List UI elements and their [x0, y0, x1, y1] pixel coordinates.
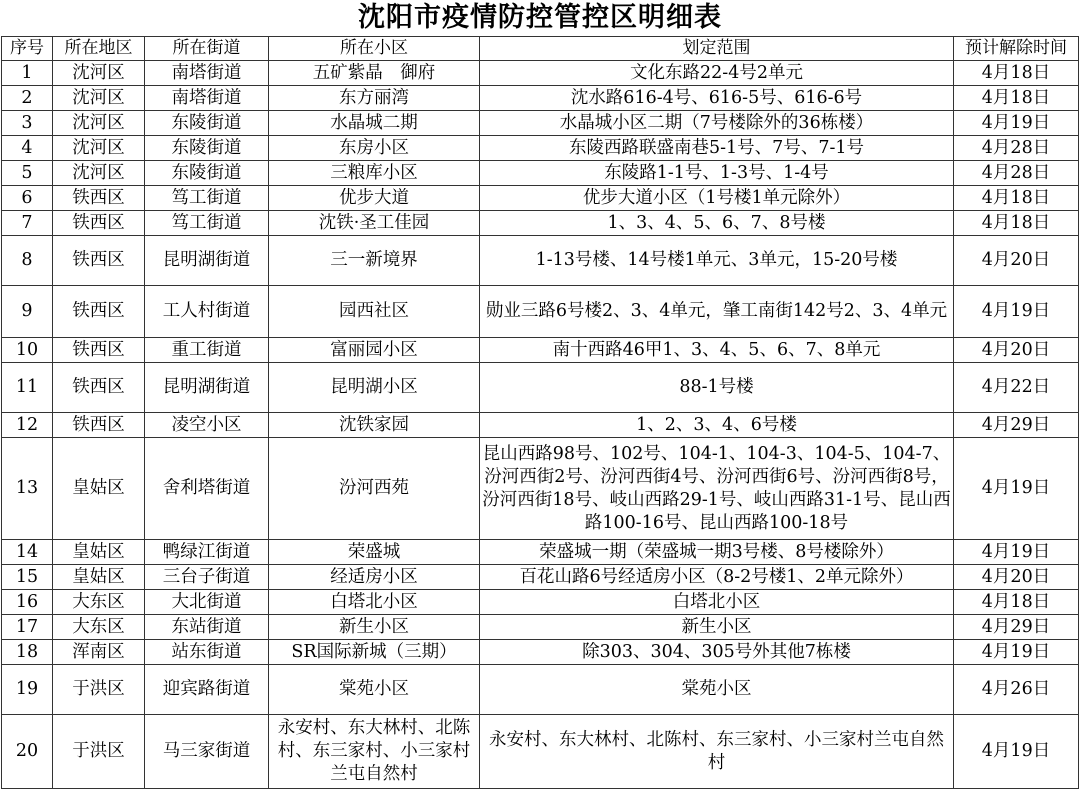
cell-community: 园西社区	[269, 286, 480, 338]
cell-community: 汾河西苑	[269, 438, 480, 540]
table-row	[2, 615, 1079, 640]
table-row	[2, 136, 1079, 161]
cell-community: 永安村、东大林村、北陈村、东三家村、小三家村兰屯自然村	[269, 715, 480, 789]
cell-no: 3	[2, 111, 53, 136]
cell-no: 20	[2, 715, 53, 789]
cell-district: 铁西区	[53, 286, 145, 338]
cell-release-date: 4月19日	[954, 715, 1079, 789]
table-row	[2, 286, 1079, 338]
cell-scope: 南十西路46甲1、3、4、5、6、7、8单元	[480, 338, 954, 363]
cell-district: 铁西区	[53, 186, 145, 211]
cell-district: 浑南区	[53, 640, 145, 665]
cell-scope: 1、3、4、5、6、7、8号楼	[480, 211, 954, 236]
cell-district: 铁西区	[53, 236, 145, 286]
control-area-table	[1, 36, 1079, 789]
cell-street: 东站街道	[145, 615, 269, 640]
cell-street: 鸭绿江街道	[145, 540, 269, 565]
cell-no: 8	[2, 236, 53, 286]
table-row	[2, 363, 1079, 413]
cell-scope: 东陵路1-1号、1-3号、1-4号	[480, 161, 954, 186]
cell-scope: 百花山路6号经适房小区（8-2号楼1、2单元除外）	[480, 565, 954, 590]
cell-district: 大东区	[53, 615, 145, 640]
cell-community: 东方丽湾	[269, 86, 480, 111]
header-street: 所在街道	[145, 37, 269, 61]
cell-district: 于洪区	[53, 715, 145, 789]
table-row	[2, 715, 1079, 789]
header-no: 序号	[2, 37, 53, 61]
cell-no: 16	[2, 590, 53, 615]
cell-street: 东陵街道	[145, 111, 269, 136]
cell-street: 笃工街道	[145, 186, 269, 211]
table-row	[2, 665, 1079, 715]
cell-no: 9	[2, 286, 53, 338]
cell-release-date: 4月19日	[954, 438, 1079, 540]
cell-no: 2	[2, 86, 53, 111]
cell-street: 南塔街道	[145, 61, 269, 86]
cell-district: 铁西区	[53, 211, 145, 236]
cell-street: 大北街道	[145, 590, 269, 615]
table-row	[2, 61, 1079, 86]
cell-community: 优步大道	[269, 186, 480, 211]
cell-no: 13	[2, 438, 53, 540]
cell-scope: 优步大道小区（1号楼1单元除外）	[480, 186, 954, 211]
table-title: 沈阳市疫情防控管控区明细表	[358, 2, 722, 33]
cell-release-date: 4月20日	[954, 565, 1079, 590]
table-row	[2, 86, 1079, 111]
table-row	[2, 640, 1079, 665]
cell-community: SR国际新城（三期）	[269, 640, 480, 665]
header-district: 所在地区	[53, 37, 145, 61]
cell-release-date: 4月20日	[954, 236, 1079, 286]
cell-scope: 昆山西路98号、102号、104-1、104-3、104-5、104-7、汾河西街2号、汾河西街4号、汾河西街6号、汾河西街8号，汾河西街18号、岐山西路29-1号、岐山西路31-1号、昆山西路100-16号、昆山西路100-18号	[480, 438, 954, 540]
cell-district: 皇姑区	[53, 565, 145, 590]
cell-release-date: 4月18日	[954, 61, 1079, 86]
cell-community: 水晶城二期	[269, 111, 480, 136]
cell-no: 19	[2, 665, 53, 715]
cell-district: 铁西区	[53, 338, 145, 363]
cell-scope: 文化东路22-4号2单元	[480, 61, 954, 86]
cell-community: 沈铁家园	[269, 413, 480, 438]
cell-release-date: 4月29日	[954, 413, 1079, 438]
cell-street: 三台子街道	[145, 565, 269, 590]
cell-no: 4	[2, 136, 53, 161]
cell-street: 迎宾路街道	[145, 665, 269, 715]
table-body	[2, 61, 1079, 789]
cell-no: 7	[2, 211, 53, 236]
header-release-date: 预计解除时间	[954, 37, 1079, 61]
cell-street: 南塔街道	[145, 86, 269, 111]
table-row	[2, 211, 1079, 236]
cell-release-date: 4月26日	[954, 665, 1079, 715]
cell-community: 富丽园小区	[269, 338, 480, 363]
cell-street: 东陵街道	[145, 136, 269, 161]
table-row	[2, 236, 1079, 286]
cell-no: 1	[2, 61, 53, 86]
cell-scope: 88-1号楼	[480, 363, 954, 413]
cell-release-date: 4月29日	[954, 615, 1079, 640]
cell-community: 沈铁·圣工佳园	[269, 211, 480, 236]
table-row	[2, 540, 1079, 565]
cell-street: 马三家街道	[145, 715, 269, 789]
cell-release-date: 4月19日	[954, 540, 1079, 565]
cell-street: 昆明湖街道	[145, 363, 269, 413]
cell-release-date: 4月19日	[954, 640, 1079, 665]
cell-district: 沈河区	[53, 86, 145, 111]
cell-street: 东陵街道	[145, 161, 269, 186]
cell-release-date: 4月28日	[954, 161, 1079, 186]
cell-district: 皇姑区	[53, 438, 145, 540]
cell-scope: 1、2、3、4、6号楼	[480, 413, 954, 438]
cell-district: 沈河区	[53, 111, 145, 136]
cell-release-date: 4月19日	[954, 286, 1079, 338]
table-row	[2, 413, 1079, 438]
cell-street: 凌空小区	[145, 413, 269, 438]
cell-community: 棠苑小区	[269, 665, 480, 715]
cell-district: 大东区	[53, 590, 145, 615]
cell-district: 沈河区	[53, 161, 145, 186]
cell-community: 昆明湖小区	[269, 363, 480, 413]
cell-release-date: 4月28日	[954, 136, 1079, 161]
header-scope: 划定范围	[480, 37, 954, 61]
cell-community: 东房小区	[269, 136, 480, 161]
cell-community: 经适房小区	[269, 565, 480, 590]
cell-scope: 棠苑小区	[480, 665, 954, 715]
cell-district: 沈河区	[53, 61, 145, 86]
cell-scope: 永安村、东大林村、北陈村、东三家村、小三家村兰屯自然村	[480, 715, 954, 789]
cell-scope: 勋业三路6号楼2、3、4单元，肇工南街142号2、3、4单元	[480, 286, 954, 338]
table-row	[2, 438, 1079, 540]
table-row	[2, 590, 1079, 615]
cell-release-date: 4月18日	[954, 86, 1079, 111]
cell-scope: 沈水路616-4号、616-5号、616-6号	[480, 86, 954, 111]
cell-street: 昆明湖街道	[145, 236, 269, 286]
cell-release-date: 4月22日	[954, 363, 1079, 413]
cell-community: 新生小区	[269, 615, 480, 640]
table-row	[2, 111, 1079, 136]
cell-district: 沈河区	[53, 136, 145, 161]
cell-street: 工人村街道	[145, 286, 269, 338]
cell-district: 铁西区	[53, 413, 145, 438]
table-row	[2, 161, 1079, 186]
header-community: 所在小区	[269, 37, 480, 61]
cell-release-date: 4月18日	[954, 590, 1079, 615]
cell-no: 15	[2, 565, 53, 590]
cell-community: 白塔北小区	[269, 590, 480, 615]
cell-street: 笃工街道	[145, 211, 269, 236]
cell-community: 荣盛城	[269, 540, 480, 565]
cell-district: 于洪区	[53, 665, 145, 715]
cell-release-date: 4月20日	[954, 338, 1079, 363]
cell-no: 12	[2, 413, 53, 438]
cell-no: 17	[2, 615, 53, 640]
cell-street: 站东街道	[145, 640, 269, 665]
cell-release-date: 4月19日	[954, 111, 1079, 136]
cell-scope: 水晶城小区二期（7号楼除外的36栋楼）	[480, 111, 954, 136]
cell-scope: 新生小区	[480, 615, 954, 640]
cell-scope: 白塔北小区	[480, 590, 954, 615]
cell-no: 10	[2, 338, 53, 363]
header-row	[2, 37, 1079, 61]
cell-district: 皇姑区	[53, 540, 145, 565]
cell-district: 铁西区	[53, 363, 145, 413]
cell-scope: 东陵西路联盛南巷5-1号、7号、7-1号	[480, 136, 954, 161]
cell-community: 五矿紫晶 御府	[269, 61, 480, 86]
cell-no: 14	[2, 540, 53, 565]
cell-no: 6	[2, 186, 53, 211]
cell-no: 11	[2, 363, 53, 413]
cell-no: 18	[2, 640, 53, 665]
cell-community: 三一新境界	[269, 236, 480, 286]
cell-release-date: 4月18日	[954, 186, 1079, 211]
cell-street: 舍利塔街道	[145, 438, 269, 540]
table-row	[2, 186, 1079, 211]
cell-no: 5	[2, 161, 53, 186]
cell-scope: 1-13号楼、14号楼1单元、3单元，15-20号楼	[480, 236, 954, 286]
cell-community: 三粮库小区	[269, 161, 480, 186]
cell-scope: 荣盛城一期（荣盛城一期3号楼、8号楼除外）	[480, 540, 954, 565]
cell-scope: 除303、304、305号外其他7栋楼	[480, 640, 954, 665]
table-row	[2, 565, 1079, 590]
cell-street: 重工街道	[145, 338, 269, 363]
cell-release-date: 4月18日	[954, 211, 1079, 236]
table-row	[2, 338, 1079, 363]
